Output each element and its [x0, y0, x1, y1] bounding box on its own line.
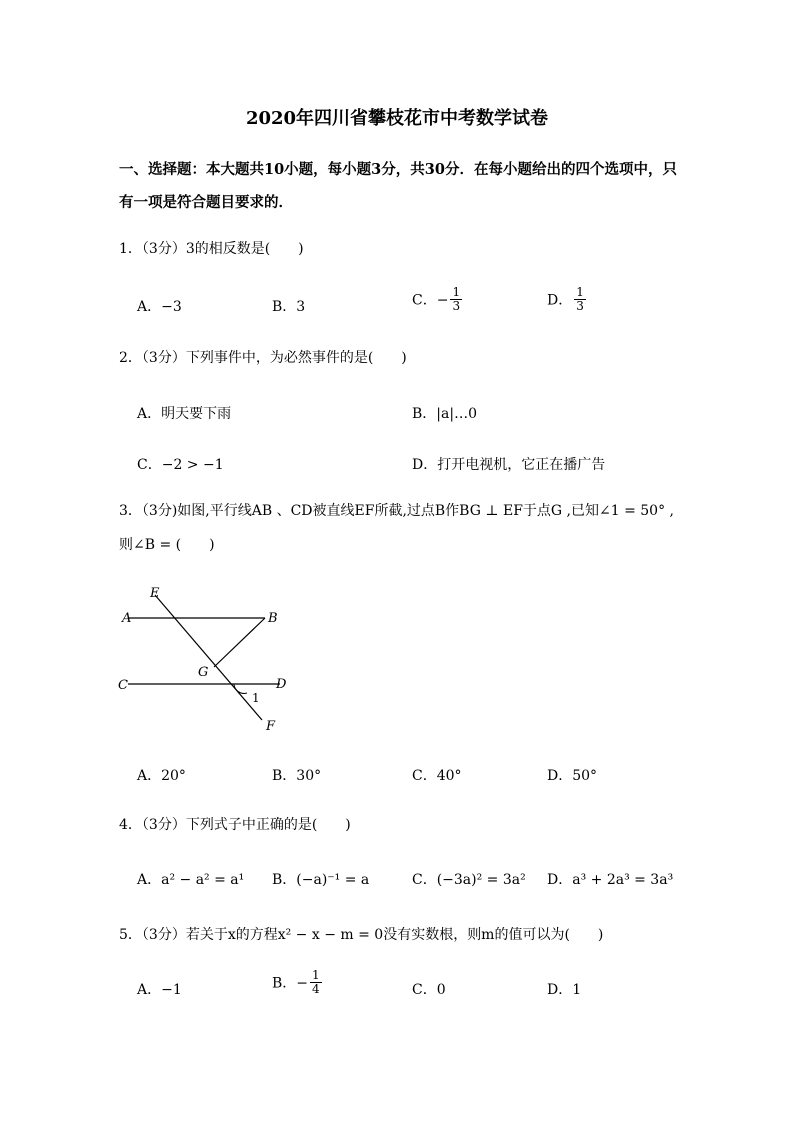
- page-title: 2020年四川省攀枝花市中考数学试卷: [245, 108, 549, 129]
- label-g: G: [198, 665, 209, 680]
- fraction-one-third: $\frac{1}{3}$: [576, 285, 584, 313]
- question-3-option-b: B．30°: [272, 768, 322, 784]
- question-2-option-d: D．打开电视机，它正在播广告: [412, 457, 606, 473]
- question-4-option-c: C．(−3a)² = 3a²: [412, 872, 526, 888]
- question-1-option-d: D． $\frac{1}{3}$: [547, 285, 584, 313]
- question-2-option-a: A．明天要下雨: [137, 406, 232, 422]
- geometry-figure: [110, 580, 310, 740]
- fraction-one-quarter: $\frac{1}{4}$: [312, 968, 320, 996]
- question-5-option-b: B．− $\frac{1}{4}$: [272, 968, 320, 996]
- section-heading-line1: 一、选择题：本大题共10小题，每小题3分，共30分．在每小题给出的四个选项中，只: [119, 161, 677, 178]
- label-b: B: [268, 611, 278, 626]
- question-3-stem-line2: 则∠B = ( ): [119, 537, 215, 553]
- label-d: D: [276, 677, 287, 692]
- segment-bg: [214, 618, 265, 667]
- question-5-option-a: A．−1: [137, 982, 182, 998]
- label-f: F: [266, 719, 276, 734]
- question-3-option-a: A．20°: [137, 768, 186, 784]
- question-2-stem: 2．（3分）下列事件中，为必然事件的是( ): [119, 350, 407, 366]
- question-4-stem: 4．（3分）下列式子中正确的是( ): [119, 817, 351, 833]
- fraction-one-third: $\frac{1}{3}$: [452, 285, 461, 313]
- question-4-option-b: B．(−a)⁻¹ = a: [272, 872, 370, 888]
- question-4-option-d: D．a³ + 2a³ = 3a³: [547, 872, 674, 888]
- question-1-stem: 1．（3分）3的相反数是( ): [119, 241, 304, 257]
- line-ef: [155, 595, 262, 720]
- question-5-option-d: D．1: [547, 982, 582, 998]
- label-e: E: [150, 586, 160, 601]
- question-5-stem: 5．（3分）若关于x的方程x² − x − m = 0没有实数根，则m的值可以为( ): [119, 927, 604, 943]
- label-a: A: [122, 611, 132, 626]
- section-heading-line2: 有一项是符合题目要求的．: [119, 194, 293, 211]
- question-2-option-b: B．|a|…0: [412, 406, 477, 422]
- question-1-option-b: B．3: [272, 299, 306, 315]
- question-1-option-a: A．−3: [137, 299, 182, 315]
- question-3-option-c: C．40°: [412, 768, 462, 784]
- question-2-option-c: C．−2 > −1: [137, 457, 224, 473]
- question-3-option-d: D．50°: [547, 768, 598, 784]
- question-5-option-c: C．0: [412, 982, 446, 998]
- question-3-stem-line1: 3．（3分)如图,平行线AB 、CD被直线EF所截,过点B作BG ⊥ EF于点G ,已知∠1 = 50° ,: [119, 503, 674, 519]
- question-1-option-c: C．− $\frac{1}{3}$: [412, 285, 461, 313]
- label-angle-1: 1: [252, 691, 260, 705]
- angle-1-arc: [234, 684, 247, 693]
- label-c: C: [118, 678, 128, 693]
- question-4-option-a: A．a² − a² = a¹: [137, 872, 245, 888]
